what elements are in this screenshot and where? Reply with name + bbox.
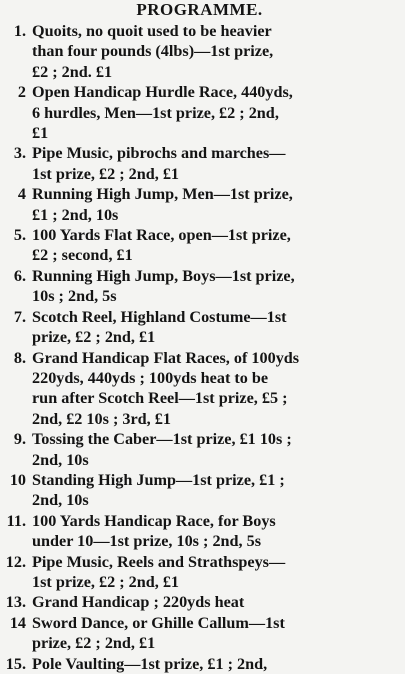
item-line: Scotch Reel, Highland Costume—1st [32,307,287,326]
item-text [32,307,395,348]
item-line: 2nd, 10s [32,491,89,510]
item-line: 10s ; 2nd, 5s [32,287,117,306]
item-text [32,225,395,266]
programme-item [4,225,395,266]
item-line: 1st prize, £2 ; 2nd, £1 [32,164,180,183]
item-text [32,266,395,307]
item-line: Tossing the Caber—1st prize, £1 10s ; [32,430,292,449]
item-line: 100 Yards Flat Race, open—1st prize, [32,226,291,245]
item-line: 2nd, £2 10s ; 3rd, £1 [32,409,171,428]
item-line: 1st prize, £2 ; 2nd, £1 [32,572,180,591]
item-text [32,592,395,612]
item-text [32,82,395,143]
item-number: 9. [13,430,26,449]
item-line: Quoits, no quoit used to be heavier [32,22,272,40]
item-line: Sword Dance, or Ghille Callum—1st [32,613,285,632]
item-number: 15. [5,654,26,673]
item-line: under 10—1st prize, 10s ; 2nd, 5s [32,532,262,551]
item-number: 1. [13,22,26,40]
programme-item [4,552,395,593]
item-number: 14 [9,613,26,632]
item-line: prize, £2 ; 2nd, £1 [32,328,156,347]
item-line: £1 ; 2nd, 10s [32,205,119,224]
item-number: 2 [17,83,26,102]
item-text [32,552,395,593]
item-line: Running High Jump, Boys—1st prize, [32,266,295,285]
item-text [32,143,395,184]
item-text [32,654,395,674]
item-text [32,21,395,82]
item-line: 6 hurdles, Men—1st prize, £2 ; 2nd, [32,103,279,122]
item-line: 2nd, 10s [32,450,89,469]
programme-title: PROGRAMME. [136,0,263,19]
programme-item [4,654,395,674]
item-number: 4 [17,185,26,204]
programme-item [4,470,395,511]
programme-item [4,307,395,348]
item-text [32,613,395,654]
item-text [32,348,395,430]
item-number: 13. [5,593,26,612]
programme-item [4,348,395,430]
item-line: £2 ; second, £1 [32,246,133,265]
item-line: £2 ; 2nd. £1 [32,62,113,81]
item-line: 220yds, 440yds ; 100yds heat to be [32,368,269,387]
programme-item [4,613,395,654]
item-line: run after Scotch Reel—1st prize, £5 ; [32,389,288,408]
item-text [32,511,395,552]
item-text [32,184,395,225]
item-line: Pipe Music, Reels and Strathspeys— [32,552,286,571]
item-line: Grand Handicap Flat Races, of 100yds [32,348,300,367]
programme-item [4,592,395,612]
programme-item [4,266,395,307]
item-number: 5. [13,226,26,245]
item-number: 8. [13,348,26,367]
programme-item [4,21,395,82]
item-number: 10 [9,470,26,489]
item-text [32,470,395,511]
item-number: 7. [13,307,26,326]
item-line: Pipe Music, pibrochs and marches— [32,144,286,163]
programme-list [4,21,395,674]
item-line: than four pounds (4lbs)—1st prize, [32,42,274,61]
programme-item [4,429,395,470]
programme-item [4,184,395,225]
item-text [32,429,395,470]
item-line: Pole Vaulting—1st prize, £1 ; 2nd, [32,654,268,673]
item-line: Grand Handicap ; 220yds heat [32,593,245,612]
item-line: Running High Jump, Men—1st prize, [32,185,293,204]
item-line: £1 [32,124,49,143]
programme-item [4,511,395,552]
item-line: 100 Yards Handicap Race, for Boys [32,511,276,530]
item-number: 11. [6,511,26,530]
item-number: 6. [13,266,26,285]
item-line: Standing High Jump—1st prize, £1 ; [32,470,285,489]
item-line: prize, £2 ; 2nd, £1 [32,634,156,653]
item-number: 3. [13,144,26,163]
programme-item [4,143,395,184]
programme-item [4,82,395,143]
item-number: 12. [5,552,26,571]
item-line: Open Handicap Hurdle Race, 440yds, [32,83,293,102]
